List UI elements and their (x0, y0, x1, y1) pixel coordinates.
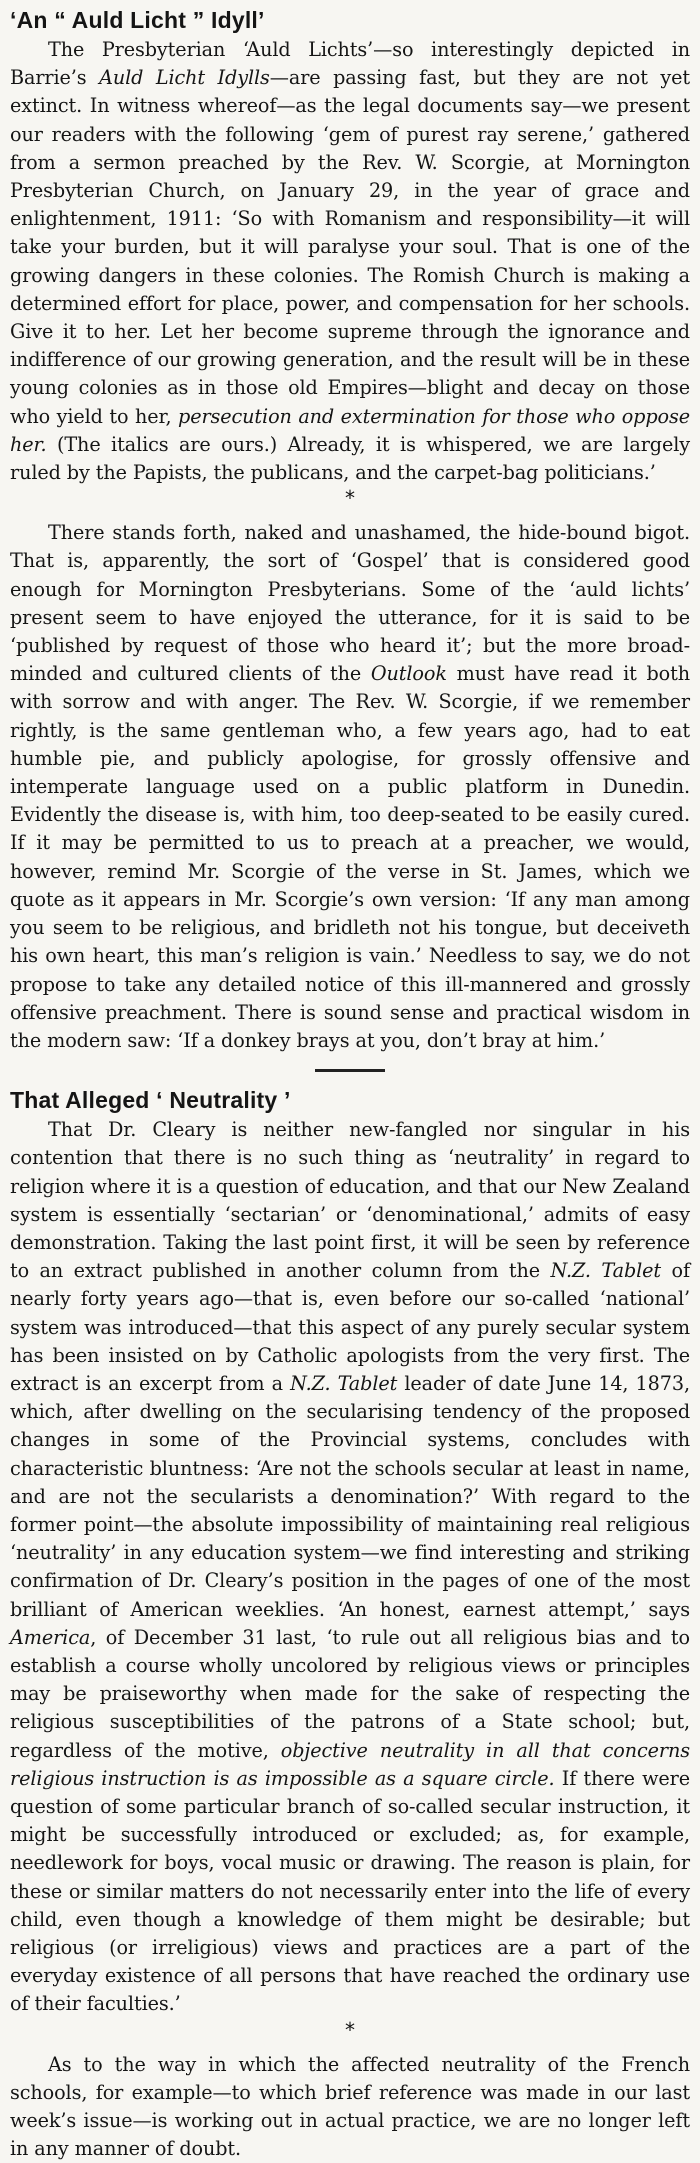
text-run: must have read it both with sorrow and with anger. The Rev. W. Scorgie, if we remember rightly, is the same gentleman who, a few years ago, had to eat humble pie, and publicly apologise, for grossly offensive and intemperate language used on a public platform in Dunedin. Evidently the disease is, with him, too deep-seated to be easily cured. If it may be permitted to us to preach at a preacher, we would, however, remind Mr. Scorgie of the verse in St. James, which we quote as it appears in Mr. Scorgie’s own version: ‘If any man among you seem to be religious, and bridleth not his tongue, but deceiveth his own heart, this man’s religion is vain.’ Needless to say, we do not propose to take any detailed notice of this ill-mannered and grossly offensive preachment. There is sound sense and practical wisdom in the modern saw: ‘If a donkey brays at you, don’t bray at him.’ (10, 662, 690, 1052)
text-run: (The italics are ours.) Already, it is whispered, we are largely ruled by the Papists, the publicans, and the carpet-bag politicians.’ (10, 432, 690, 485)
article-neutrality (10, 1086, 690, 2163)
text-run: If there were question of some particular branch of so-called secular instruction, it might be successfully introduced or excluded; as, for example, needlework for boys, vocal music or drawing. The reason is plain, for these or similar matters do not necessarily enter into the life of every child, even though a knowledge of them might be desirable; but religious (or irreligious) views and practices are a part of the everyday existence of all persons that have reached the ordinary use of their faculties.’ (10, 1766, 690, 2016)
article-divider-rule (315, 1069, 385, 1072)
text-run: of nearly forty years ago—that is, even before our so-called ‘national’ system was introduced—that this aspect of any purely secular system has been insisted on by Catholic apologists from the very first. The extract is an excerpt from a (10, 1259, 690, 1395)
italic-text-run: persecution and extermination for those who oppose her. (10, 404, 690, 456)
section-separator: * (345, 2017, 355, 2042)
text-run: There stands forth, naked and unashamed, the hide-bound bigot. That is, apparently, the sort of ‘Gospel’ that is considered good enough for Mornington Presbyterians. Some of the ‘auld lichts’ present seem to have enjoyed the utterance, for it is said to be ‘published by request of those who heard it’; but the more broad-minded and cultured clients of the (10, 521, 690, 686)
text-run: As to the way in which the affected neutrality of the French schools, for example—to which brief reference was made in our last week’s issue—is working out in actual practice, we are no longer left in any manner of doubt. (10, 2052, 690, 2161)
article-heading: That Alleged ‘ Neutrality ’ (10, 1087, 291, 1114)
text-run: —are passing fast, but they are not yet extinct. In witness whereof—as the legal documents say—we present our readers with the following ‘gem of purest ray serene,’ gathered from a sermon preached by the Rev. W. Scorgie, at Mornington Presbyterian Church, on January 29, in the year of grace and enlightenment, 1911: ‘So with Romanism and responsibility—it will take your burden, but it will paralyse your soul. That is one of the growing dangers in these colonies. The Romish Church is making a determined effort for place, power, and compensation for her schools. Give it to her. Let her become supreme through the ignorance and indifference of our growing generation, and the result will be in these young colonies as in those old Empires—blight and decay on those who yield to her, (10, 66, 690, 428)
text-run: leader of date June 14, 1873, which, after dwelling on the secularising tendency of the proposed changes in some of the Provincial systems, concludes with characteristic bluntness: ‘Are not the schools secular at least in name, and are not the secularists a denomination?’ With regard to the former point—the absolute impossibility of maintaining real religious ‘neutrality’ in any education system—we find interesting and striking confirmation of Dr. Cleary’s position in the pages of one of the most brilliant of American weeklies. ‘An honest, earnest attempt,’ says (10, 1371, 690, 1621)
italic-text-run: N.Z. Tablet (550, 1259, 662, 1283)
article-auld-licht (10, 6, 690, 1055)
article-paragraph (10, 519, 690, 1055)
italic-text-run: Auld Licht Idylls (99, 66, 270, 90)
article-heading: ‘An “ Auld Licht ” Idyll’ (10, 7, 265, 33)
text-run: , of December 31 last, ‘to rule out all religious bias and to establish a course wholly uncolored by religious views or principles may be praiseworthy when made for the sake of respecting the religious susceptibilities of the patrons of a State school; but, regardless of the motive, (10, 1625, 690, 1762)
italic-text-run: America (10, 1625, 91, 1649)
text-run: That Dr. Cleary is neither new-fangled nor singular in his contention that there is no such thing as ‘neutrality’ in regard to religion where it is a question of education, and that our New Zealand system is essentially ‘sectarian’ or ‘denominational,’ admits of easy demonstration. Taking the last point first, it will be seen by reference to an extract published in another column from the (10, 1118, 690, 1283)
italic-text-run: N.Z. Tablet (290, 1371, 398, 1395)
article-paragraph (10, 1116, 690, 2019)
article-paragraph (10, 2051, 690, 2163)
italic-text-run: objective neutrality in all that concerns religious instruction is as impossible as a square circle. (10, 1738, 690, 1790)
italic-text-run: Outlook (370, 662, 447, 686)
section-separator: * (345, 486, 355, 511)
article-paragraph (10, 36, 690, 487)
text-run: The Presbyterian ‘Auld Lichts’—so interestingly depicted in Barrie’s (10, 38, 690, 90)
